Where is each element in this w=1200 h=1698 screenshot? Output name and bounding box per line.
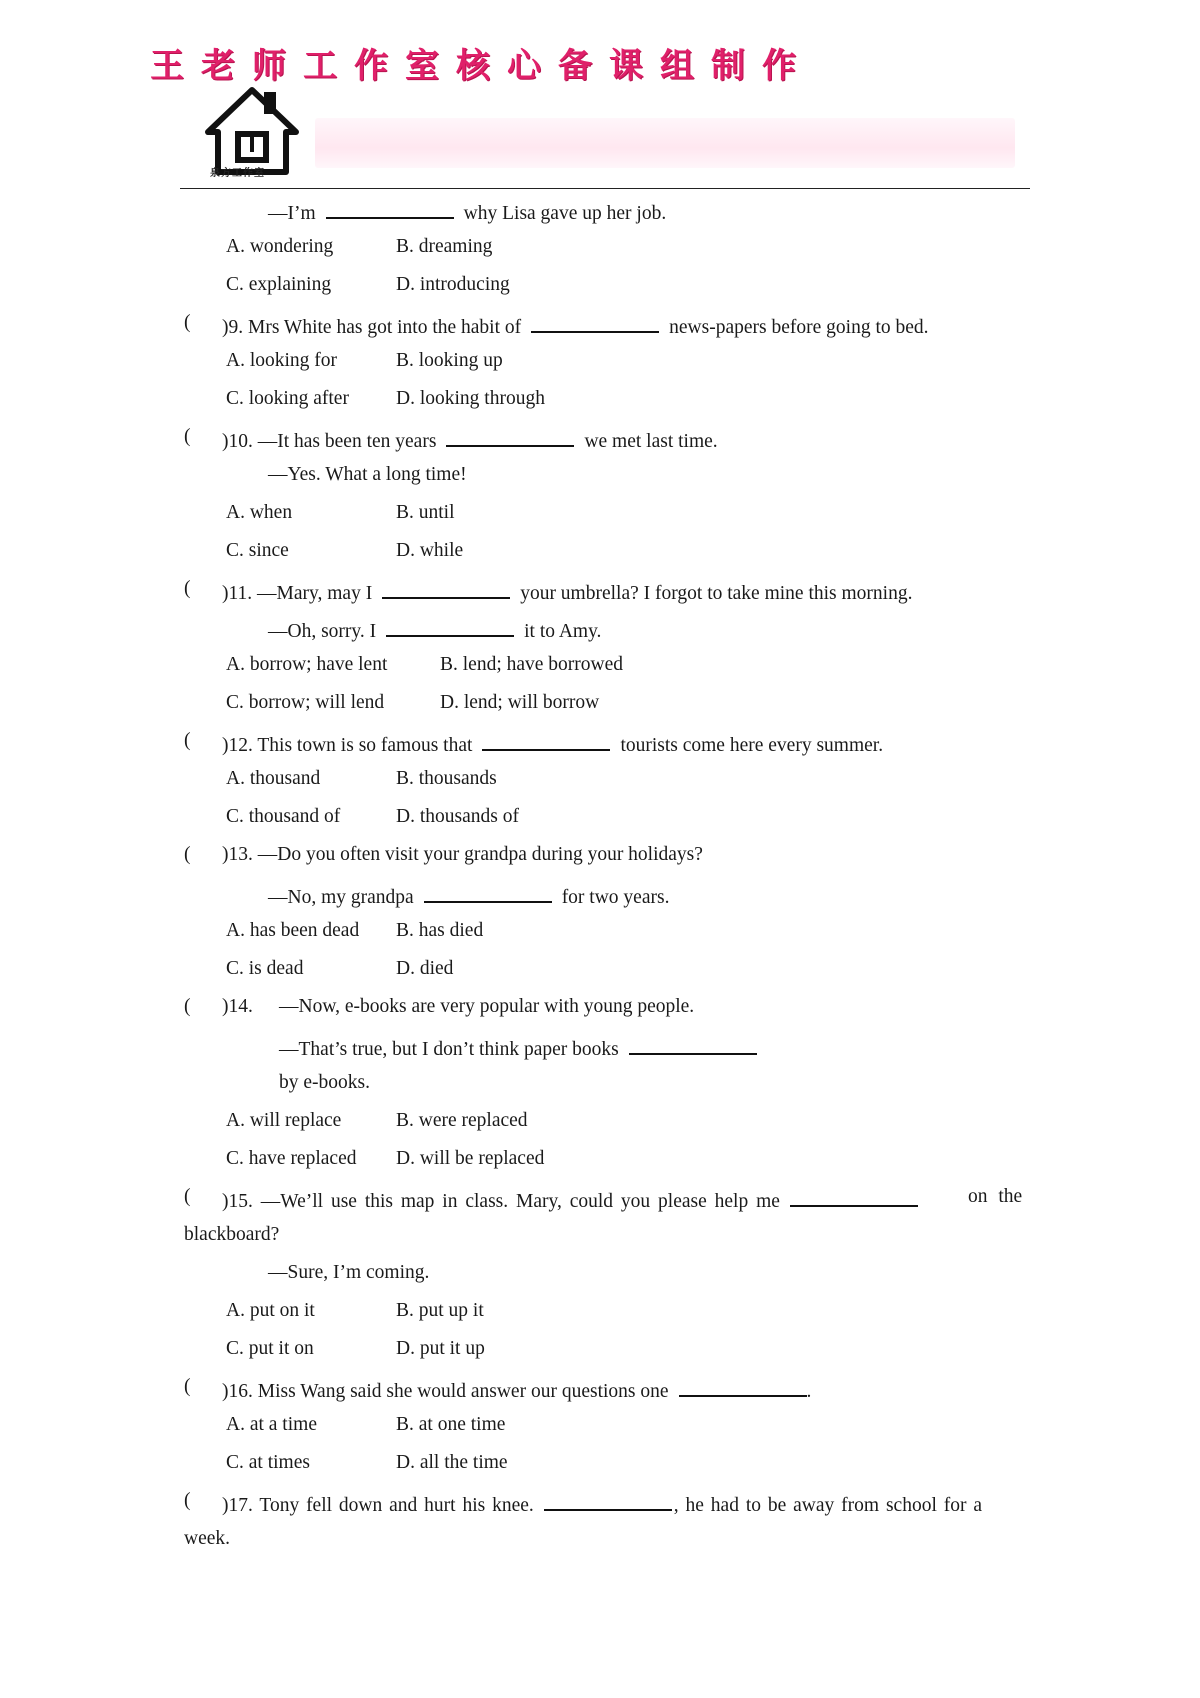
q11-option-c: C. borrow; will lend	[226, 692, 385, 713]
q15-option-c: C. put it on	[226, 1338, 314, 1359]
q14-option-d: D. will be replaced	[396, 1148, 545, 1169]
answer-blank	[326, 197, 454, 219]
q12-option-d: D. thousands of	[396, 806, 519, 827]
q13-paren: (	[184, 844, 191, 865]
q12-option-b: B. thousands	[396, 768, 497, 789]
header-divider	[180, 188, 1030, 189]
q8-option-b: B. dreaming	[396, 236, 493, 257]
q10-option-a: A. when	[226, 502, 293, 523]
q8-option-d: D. introducing	[396, 274, 510, 295]
q13-stem: )13. —Do you often visit your grandpa during your holidays?	[222, 844, 703, 865]
q10-option-b: B. until	[396, 502, 455, 523]
q10-response: —Yes. What a long time!	[268, 464, 467, 485]
answer-blank	[544, 1489, 672, 1511]
q11-option-b: B. lend; have borrowed	[440, 654, 624, 675]
q16-option-c: C. at times	[226, 1452, 310, 1473]
q14-paren: (	[184, 996, 191, 1017]
q11-paren: (	[184, 578, 191, 599]
q11-option-d: D. lend; will borrow	[440, 692, 600, 713]
q9-option-c: C. looking after	[226, 388, 349, 409]
q17-stem-cont: week.	[184, 1528, 231, 1549]
header-banner-text: 王老师工作室核心备课组制作	[150, 46, 813, 86]
q15-option-a: A. put on it	[226, 1300, 315, 1321]
q12-stem: )12. This town is so famous that tourists come here every summer.	[222, 729, 883, 758]
q11-stem: )11. —Mary, may I your umbrella? I forgot to take mine this morning.	[222, 577, 912, 606]
q14-stem: —Now, e-books are very popular with young people.	[279, 996, 695, 1017]
q16-stem: )16. Miss Wang said she would answer our questions one .	[222, 1375, 811, 1404]
q9-paren: (	[184, 312, 191, 333]
q17-paren: (	[184, 1490, 191, 1511]
q15-stem: )15. —We’ll use this map in class. Mary, could you please help me	[222, 1185, 928, 1214]
answer-blank	[382, 577, 510, 599]
header-banner-background	[315, 118, 1015, 168]
page-header	[180, 84, 1030, 188]
answer-blank	[446, 425, 574, 447]
logo-caption: 泉方工作室	[210, 168, 265, 179]
q9-stem: )9. Mrs White has got into the habit of news-papers before going to bed.	[222, 311, 929, 340]
q14-option-a: A. will replace	[226, 1110, 342, 1131]
q15-option-b: B. put up it	[396, 1300, 484, 1321]
answer-blank	[679, 1375, 807, 1397]
q14-option-b: B. were replaced	[396, 1110, 528, 1131]
q10-option-c: C. since	[226, 540, 289, 561]
q15-stem-end: on the	[968, 1186, 1023, 1207]
q12-paren: (	[184, 730, 191, 751]
q15-paren: (	[184, 1186, 191, 1207]
q9-option-d: D. looking through	[396, 388, 545, 409]
q9-option-b: B. looking up	[396, 350, 503, 371]
answer-blank	[424, 881, 552, 903]
q13-option-c: C. is dead	[226, 958, 304, 979]
q10-option-d: D. while	[396, 540, 464, 561]
q11-response: —Oh, sorry. I it to Amy.	[268, 615, 601, 644]
q17-stem: )17. Tony fell down and hurt his knee. , he had to be away from school for a	[222, 1489, 982, 1518]
q16-option-d: D. all the time	[396, 1452, 508, 1473]
q10-stem: )10. —It has been ten years we met last time.	[222, 425, 718, 454]
q9-option-a: A. looking for	[226, 350, 338, 371]
q14-response: —That’s true, but I don’t think paper books	[279, 1033, 767, 1062]
q11-option-a: A. borrow; have lent	[226, 654, 388, 675]
q14-number: )14.	[222, 996, 253, 1017]
q16-option-a: A. at a time	[226, 1414, 317, 1435]
answer-blank	[386, 615, 514, 637]
answer-blank	[629, 1033, 757, 1055]
q8-response: —I’m why Lisa gave up her job.	[268, 197, 666, 226]
q8-option-c: C. explaining	[226, 274, 332, 295]
q13-option-b: B. has died	[396, 920, 484, 941]
q13-response: —No, my grandpa for two years.	[268, 881, 669, 910]
answer-blank	[482, 729, 610, 751]
q15-response: —Sure, I’m coming.	[268, 1262, 430, 1283]
q8-option-a: A. wondering	[226, 236, 334, 257]
q15-stem-cont: blackboard?	[184, 1224, 280, 1245]
q15-option-d: D. put it up	[396, 1338, 485, 1359]
q10-paren: (	[184, 426, 191, 447]
q16-paren: (	[184, 1376, 191, 1397]
q12-option-c: C. thousand of	[226, 806, 341, 827]
q12-option-a: A. thousand	[226, 768, 321, 789]
answer-blank	[531, 311, 659, 333]
q16-option-b: B. at one time	[396, 1414, 506, 1435]
q14-option-c: C. have replaced	[226, 1148, 357, 1169]
answer-blank	[790, 1185, 918, 1207]
q13-option-d: D. died	[396, 958, 454, 979]
q14-response-cont: by e-books.	[279, 1072, 370, 1093]
q13-option-a: A. has been dead	[226, 920, 360, 941]
